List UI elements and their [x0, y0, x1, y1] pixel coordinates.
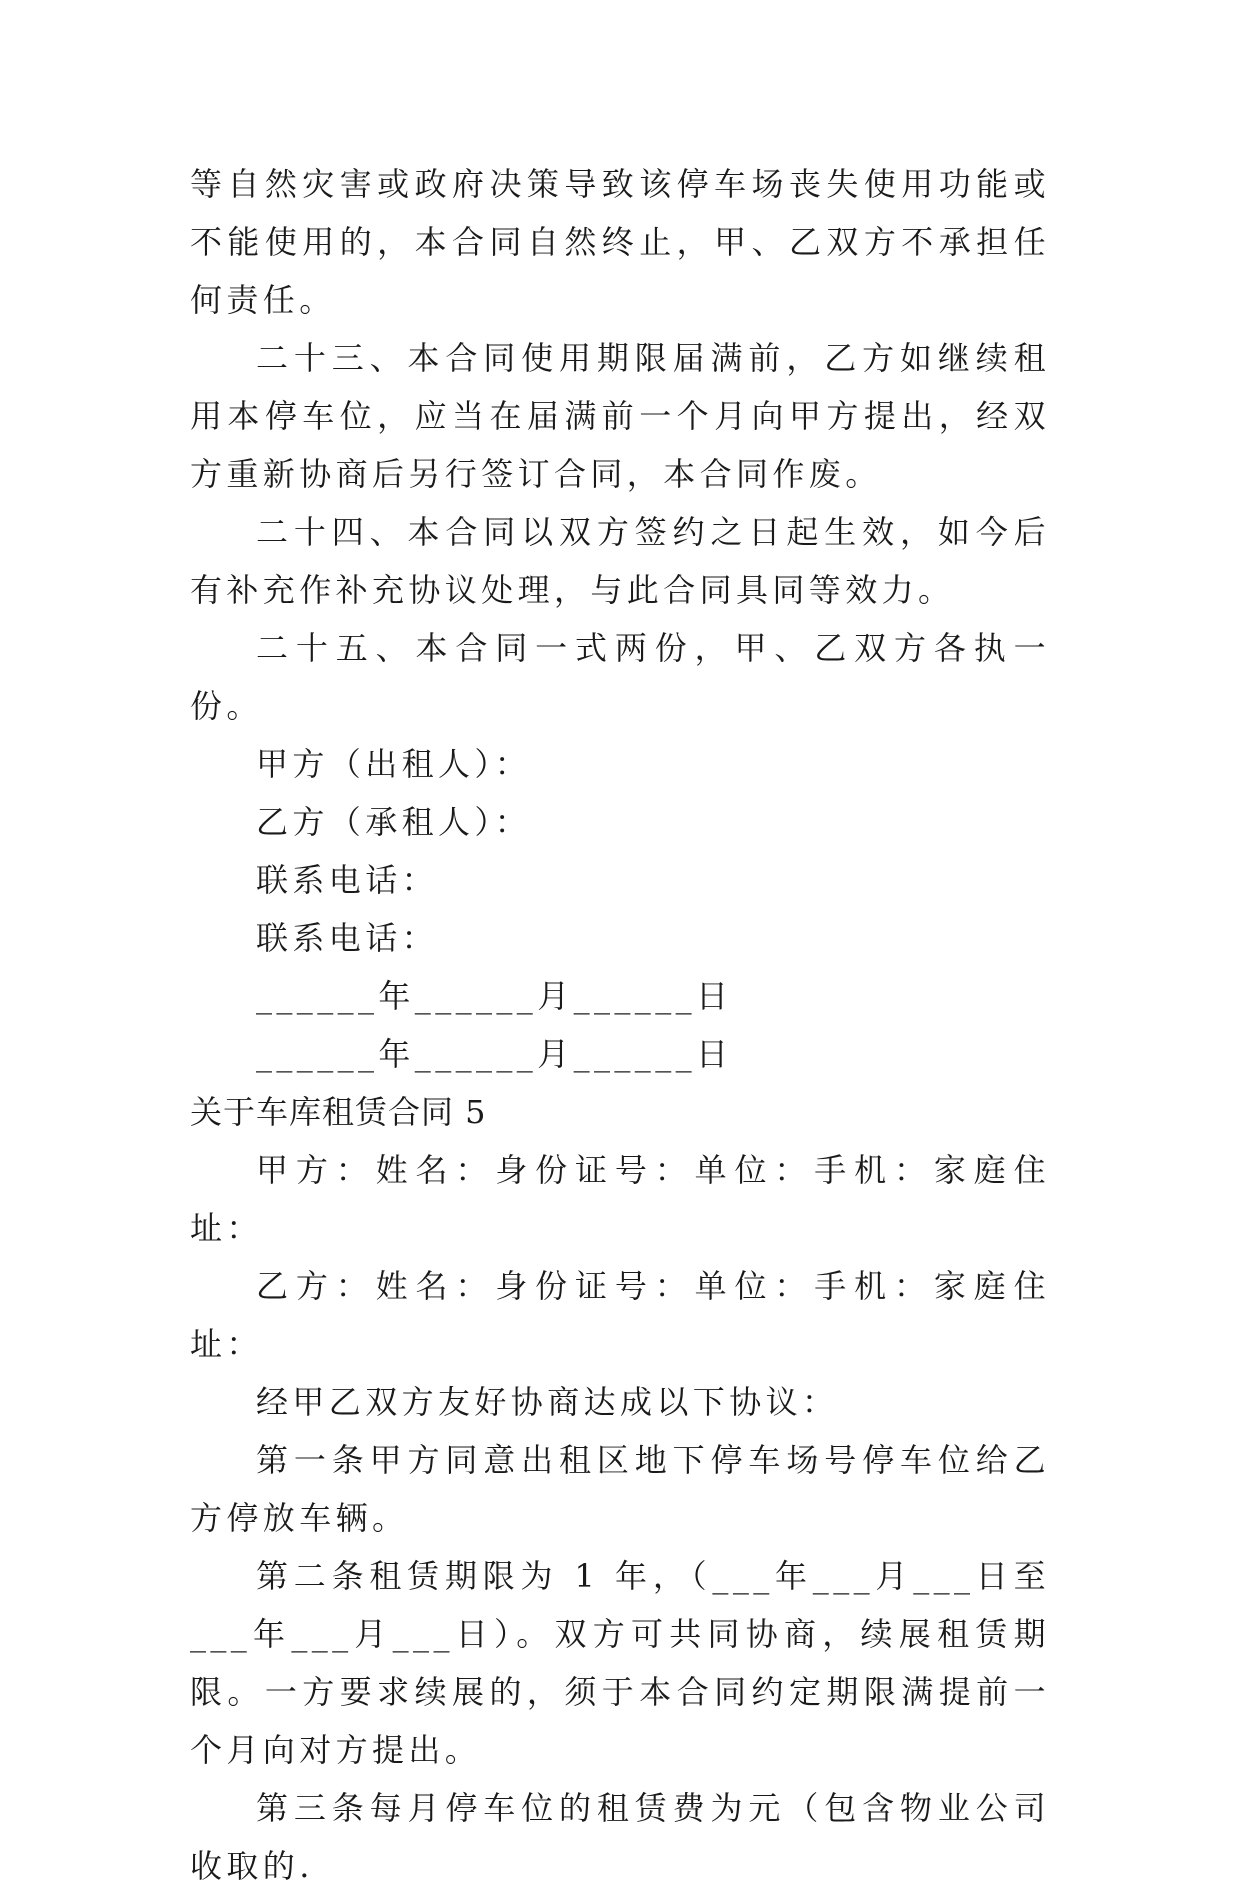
agreement-intro: 经甲乙双方友好协商达成以下协议：	[256, 1383, 839, 1421]
section-title: 关于车库租赁合同 5	[190, 1093, 487, 1131]
party-b-info: 乙方：姓名：身份证号：单位：手机：家庭住址：	[190, 1267, 1050, 1363]
article-3: 第三条每月停车位的租赁费为元（包含物业公司收取的.	[190, 1789, 1050, 1885]
lessor-date-line: ______年______月______日	[256, 977, 733, 1015]
paragraph-clause-24: 二十四、本合同以双方签约之日起生效，如今后有补充作补充协议处理，与此合同具同等效力。	[190, 513, 1050, 609]
paragraph-clause-25: 二十五、本合同一式两份，甲、乙双方各执一份。	[190, 629, 1050, 725]
document-body	[190, 155, 1050, 1895]
article-2: 第二条租赁期限为 1 年，（___年___月___日至___年___月___日）。双方可共同协商，续展租赁期限。一方要求续展的，须于本合同约定期限满提前一个月向对方提出。	[190, 1557, 1050, 1769]
lessee-signature-line: 乙方（承租人）：	[256, 803, 532, 841]
party-a-info: 甲方：姓名：身份证号：单位：手机：家庭住址：	[190, 1151, 1050, 1247]
lessee-date-line: ______年______月______日	[256, 1035, 733, 1073]
lessor-signature-line: 甲方（出租人）：	[256, 745, 532, 783]
lessor-phone-line: 联系电话：	[256, 861, 439, 899]
lessee-phone-line: 联系电话：	[256, 919, 439, 957]
paragraph-clause-23: 二十三、本合同使用期限届满前，乙方如继续租用本停车位，应当在届满前一个月向甲方提出，经双方重新协商后另行签订合同，本合同作废。	[190, 339, 1050, 493]
paragraph-force-majeure: 等自然灾害或政府决策导致该停车场丧失使用功能或不能使用的，本合同自然终止，甲、乙双方不承担任何责任。	[190, 165, 1050, 319]
article-1: 第一条甲方同意出租区地下停车场号停车位给乙方停放车辆。	[190, 1441, 1050, 1537]
